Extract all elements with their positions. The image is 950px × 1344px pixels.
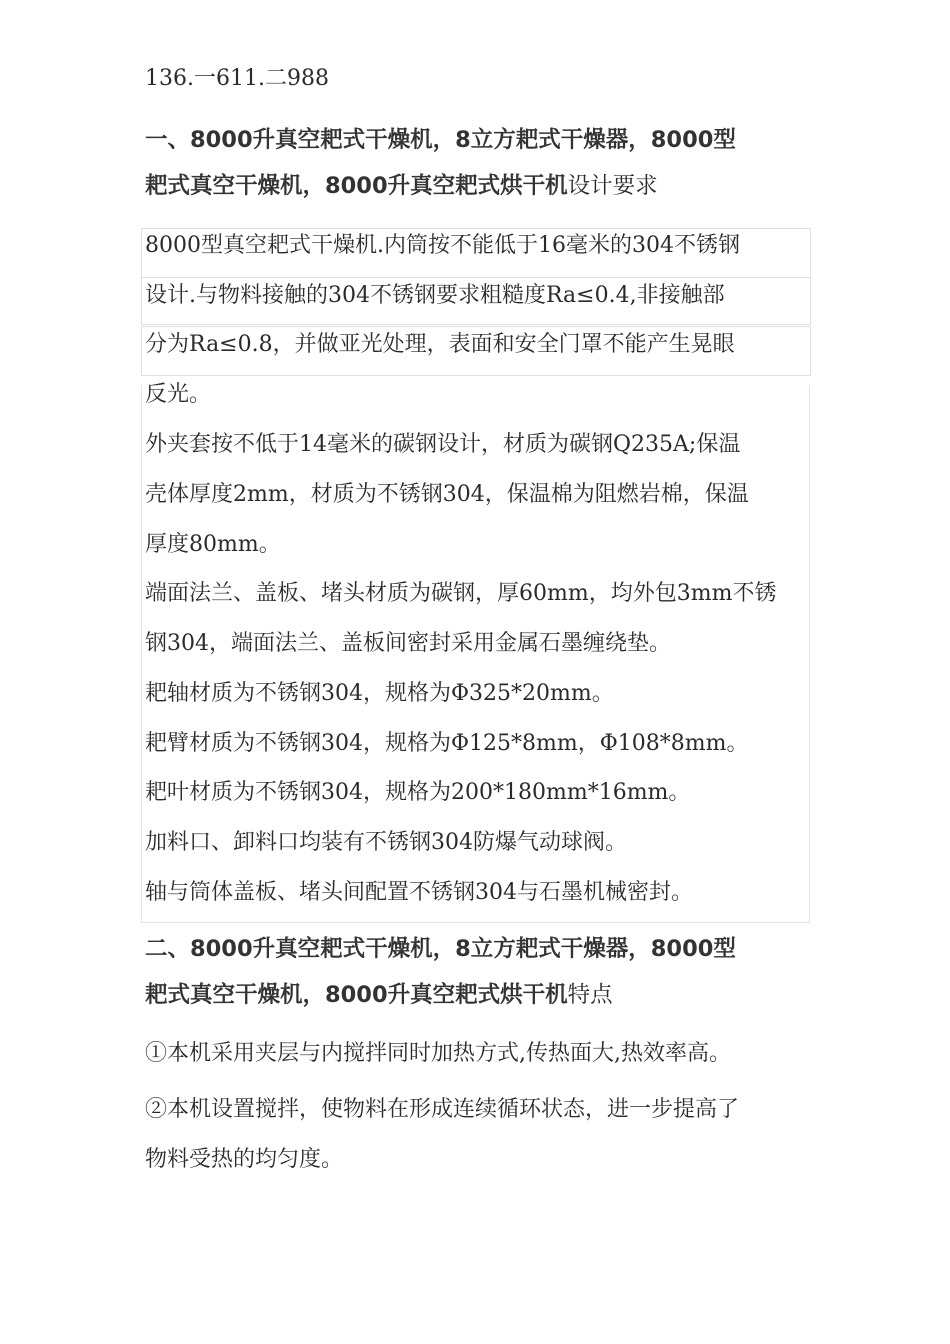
section2-heading-bold: 耙式真空干燥机，8000升真空耙式烘干机 (145, 982, 568, 1008)
section1-paragraph-line: 外夹套按不低于14毫米的碳钢设计，材质为碳钢Q235A;保温 (145, 432, 741, 457)
section1-paragraph-line: 钢304，端面法兰、盖板间密封采用金属石墨缠绕垫。 (145, 631, 671, 656)
section1-paragraph-line: 耙叶材质为不锈钢304，规格为200*180mm*16mm。 (145, 780, 691, 805)
section1-heading-bold: 耙式真空干燥机，8000升真空耙式烘干机 (145, 173, 568, 199)
section1-heading-suffix: 设计要求 (567, 173, 658, 199)
section1-paragraph-line: 加料口、卸料口均装有不锈钢304防爆气动球阀。 (145, 830, 627, 855)
section2-heading-suffix: 特点 (567, 982, 613, 1008)
section1-heading-line1: 一、8000升真空耙式干燥机，8立方耙式干燥器，8000型 (145, 127, 736, 153)
section2-paragraph-line: 物料受热的均匀度。 (145, 1147, 344, 1172)
section1-paragraph-line: 轴与筒体盖板、堵头间配置不锈钢304与石墨机械密封。 (145, 880, 693, 905)
section1-heading-line2 (145, 170, 658, 202)
section1-paragraph-line: 设计.与物料接触的304不锈钢要求粗糙度Ra≤0.4,非接触部 (145, 283, 725, 308)
section2-heading-line2 (145, 979, 613, 1011)
section1-paragraph-line: 壳体厚度2mm，材质为不锈钢304，保温棉为阻燃岩棉，保温 (145, 482, 749, 507)
phone-number-line: 136.一611.二988 (145, 66, 329, 91)
section1-paragraph-line: 8000型真空耙式干燥机.内筒按不能低于16毫米的304不锈钢 (145, 233, 740, 258)
section1-paragraph-line: 厚度80mm。 (145, 532, 281, 557)
section1-paragraph-line: 耙轴材质为不锈钢304，规格为Φ325*20mm。 (145, 681, 614, 706)
section1-paragraph-line: 耙臂材质为不锈钢304，规格为Φ125*8mm，Φ108*8mm。 (145, 731, 749, 756)
section2-paragraph-line: ②本机设置搅拌，使物料在形成连续循环状态，进一步提高了 (145, 1097, 740, 1122)
section1-paragraph-line: 反光。 (145, 382, 212, 407)
section1-paragraph-line: 分为Ra≤0.8，并做亚光处理，表面和安全门罩不能产生晃眼 (145, 332, 735, 357)
section2-paragraph-line: ①本机采用夹层与内搅拌同时加热方式,传热面大,热效率高。 (145, 1041, 731, 1066)
section2-heading-line1: 二、8000升真空耙式干燥机，8立方耙式干燥器，8000型 (145, 936, 736, 962)
section1-paragraph-line: 端面法兰、盖板、堵头材质为碳钢，厚60mm，均外包3mm不锈 (145, 581, 777, 606)
